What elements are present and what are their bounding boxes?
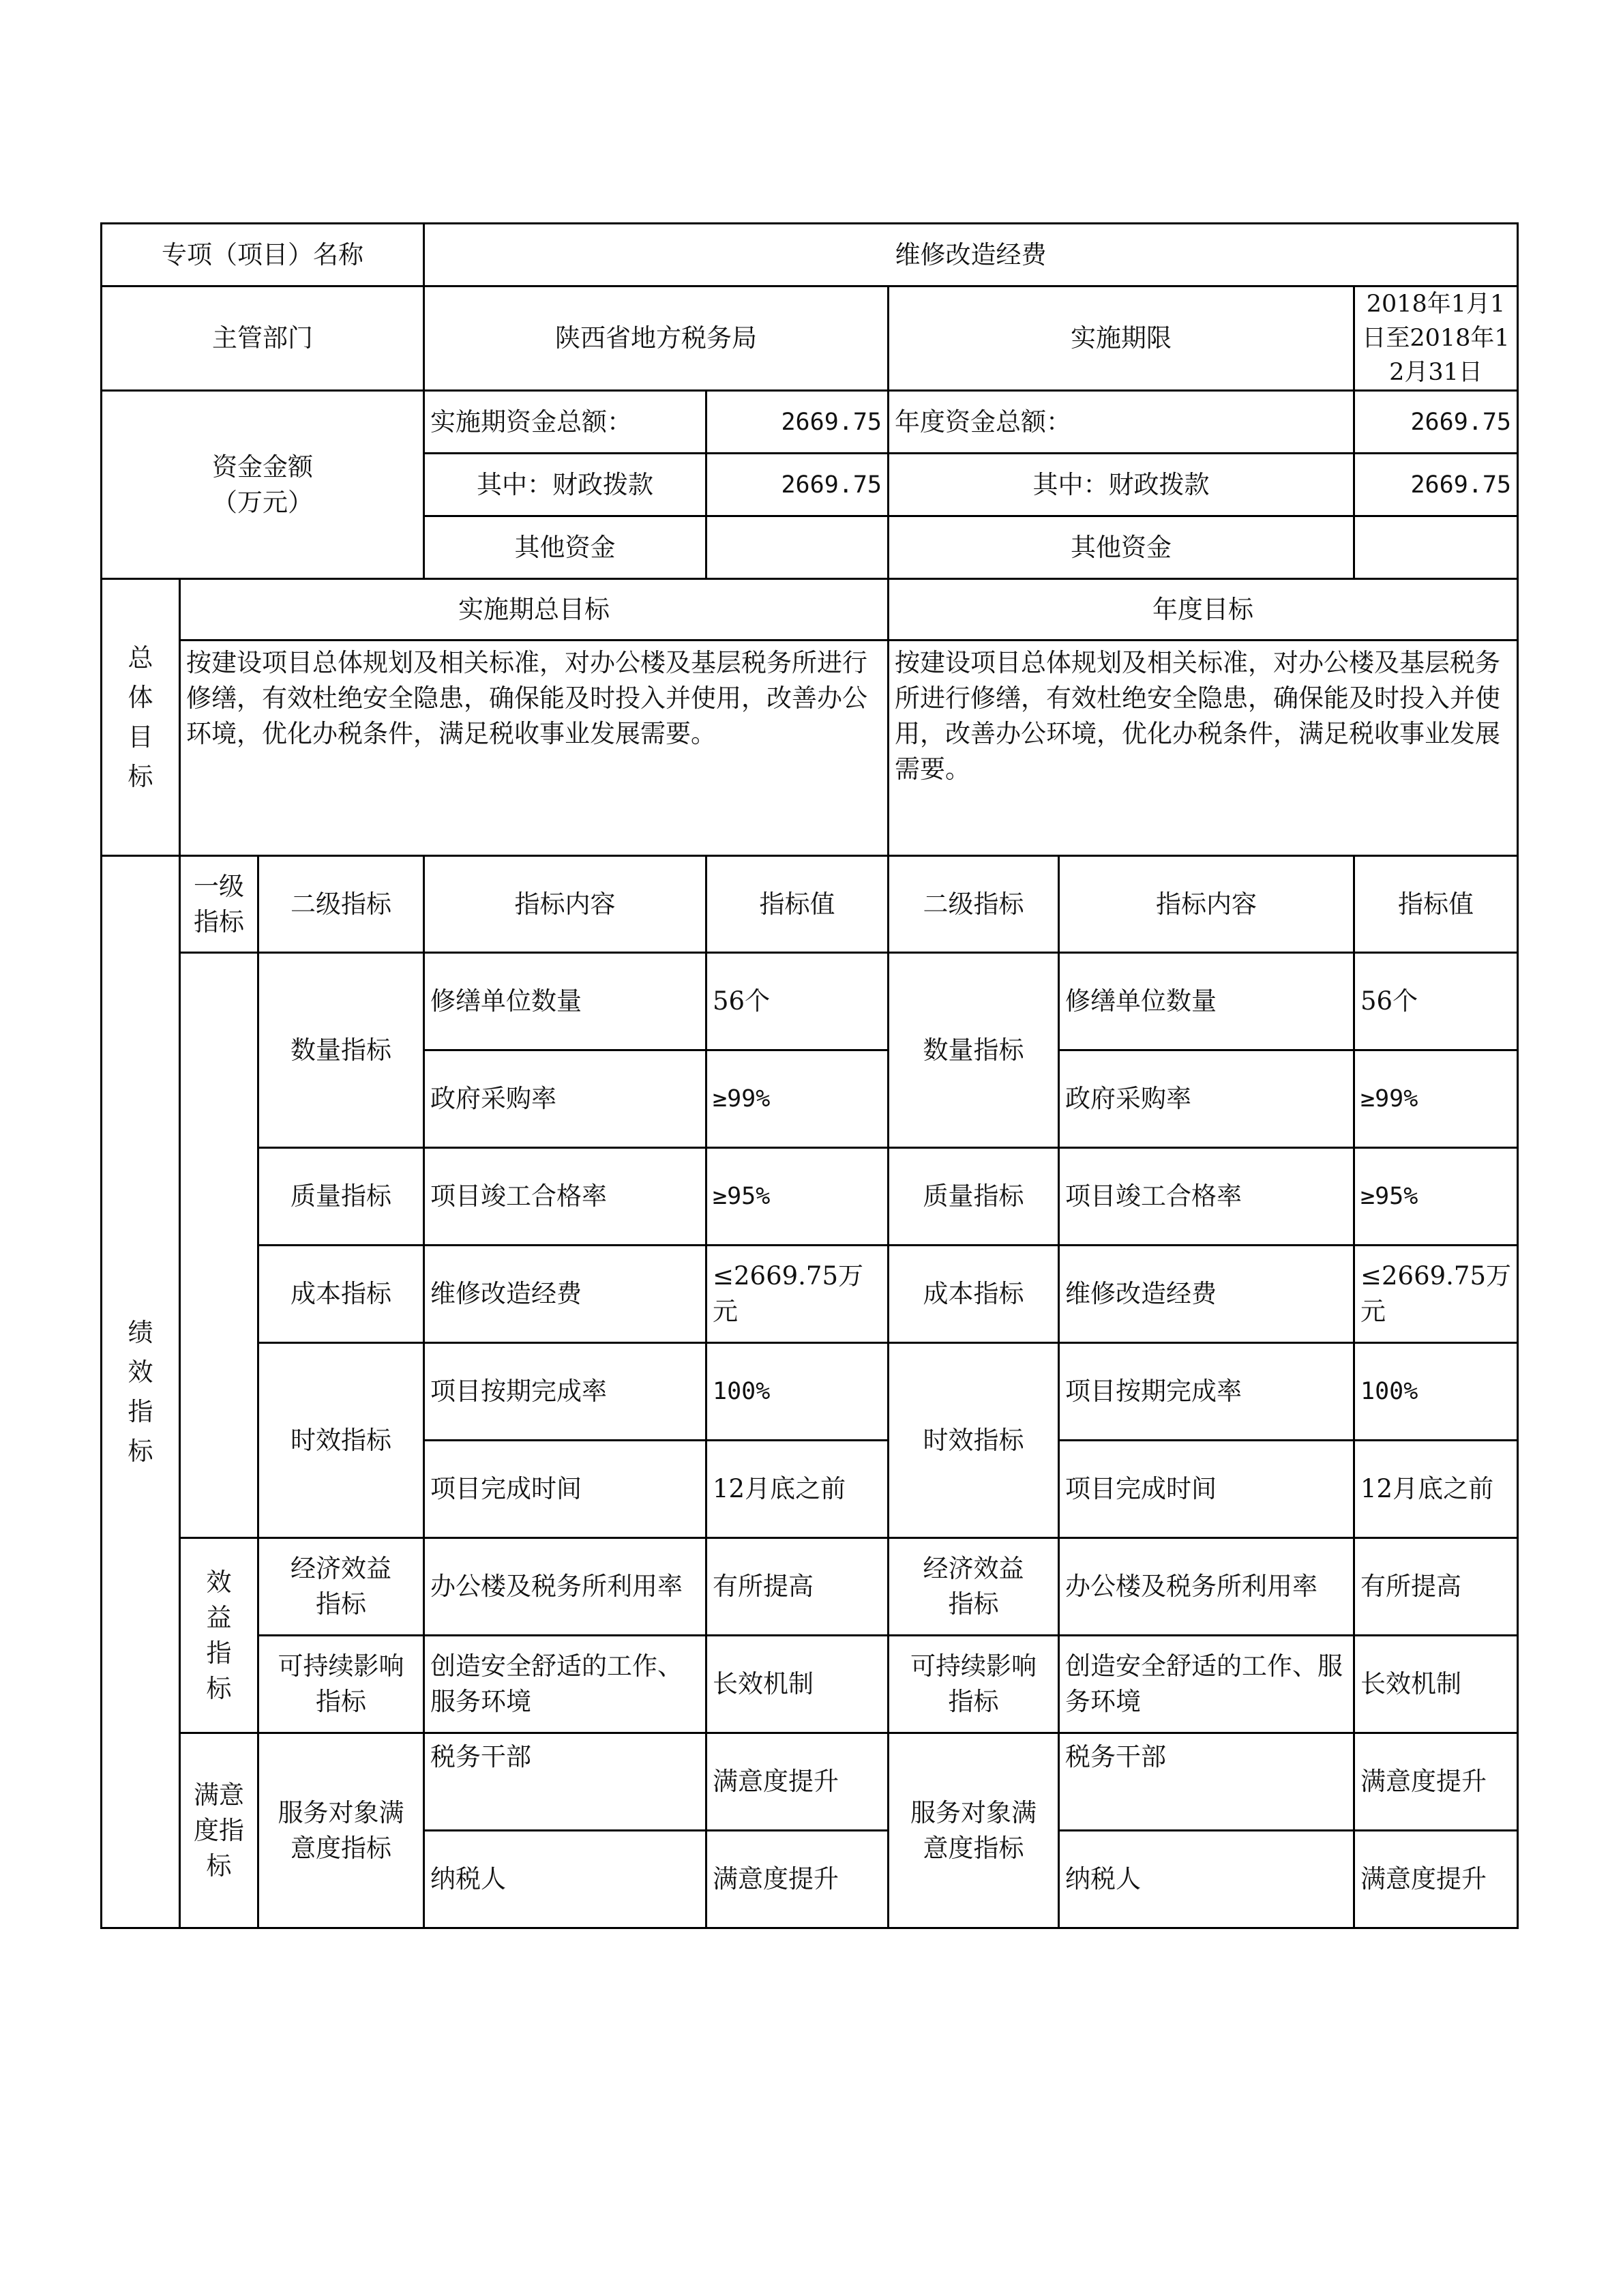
- annual-indicator-value: ≤2669.75万元: [1354, 1246, 1518, 1343]
- performance-target-table: [100, 222, 1519, 1929]
- annual-indicator-value: 有所提高: [1354, 1538, 1518, 1636]
- funds-other-label: 其他资金: [424, 516, 706, 579]
- indicator-value: ≥95%: [706, 1148, 889, 1246]
- indicator-content: 政府采购率: [424, 1050, 706, 1148]
- indicator-content: 创造安全舒适的工作、服务环境: [424, 1636, 706, 1733]
- header-annual-level2: 二级指标: [889, 856, 1059, 953]
- annual-indicator-level2: 可持续影响指标: [889, 1636, 1059, 1733]
- period-value: 2018年1月1日至2018年12月31日: [1354, 286, 1518, 391]
- indicator-value: ≤2669.75万元: [706, 1246, 889, 1343]
- indicator-value: 满意度提升: [706, 1831, 889, 1928]
- annual-indicator-value: 满意度提升: [1354, 1733, 1518, 1831]
- annual-indicator-level2: 数量指标: [889, 953, 1059, 1148]
- funds-fiscal-value: 2669.75: [706, 454, 889, 516]
- funds-total-value: 2669.75: [706, 391, 889, 454]
- funds-annual-other-value: [1354, 516, 1518, 579]
- indicator-content: 项目完成时间: [424, 1441, 706, 1538]
- indicator-level2: 成本指标: [258, 1246, 424, 1343]
- indicator-value: 56个: [706, 953, 889, 1050]
- indicator-content: 纳税人: [424, 1831, 706, 1928]
- funds-annual-total-label: 年度资金总额：: [889, 391, 1354, 454]
- indicator-content: 修缮单位数量: [424, 953, 706, 1050]
- annual-indicator-value: 长效机制: [1354, 1636, 1518, 1733]
- indicator-level2: 可持续影响指标: [258, 1636, 424, 1733]
- annual-indicator-level2: 质量指标: [889, 1148, 1059, 1246]
- funds-fiscal-label: 其中：财政拨款: [424, 454, 706, 516]
- indicator-level2: 服务对象满意度指标: [258, 1733, 424, 1928]
- header-level2: 二级指标: [258, 856, 424, 953]
- annual-indicator-content: 项目竣工合格率: [1059, 1148, 1354, 1246]
- annual-indicator-content: 税务干部: [1059, 1733, 1354, 1831]
- indicator-content: 项目按期完成率: [424, 1343, 706, 1441]
- annual-indicator-value: 56个: [1354, 953, 1518, 1050]
- annual-indicator-content: 办公楼及税务所利用率: [1059, 1538, 1354, 1636]
- annual-goal-text: 按建设项目总体规划及相关标准，对办公楼及基层税务所进行修缮，有效杜绝安全隐患，确保能及时投入并使用，改善办公环境，优化办税条件，满足税收事业发展需要。: [889, 641, 1518, 856]
- indicator-value: 有所提高: [706, 1538, 889, 1636]
- indicator-content: 维修改造经费: [424, 1246, 706, 1343]
- indicator-value: 12月底之前: [706, 1441, 889, 1538]
- funds-annual-fiscal-label: 其中：财政拨款: [889, 454, 1354, 516]
- indicator-level2: 经济效益指标: [258, 1538, 424, 1636]
- funds-other-value: [706, 516, 889, 579]
- period-goal-header: 实施期总目标: [180, 579, 889, 641]
- performance-indicator-label: 绩效指标: [102, 856, 180, 1928]
- annual-indicator-level2: 成本指标: [889, 1246, 1059, 1343]
- period-goal-text: 按建设项目总体规划及相关标准，对办公楼及基层税务所进行修缮，有效杜绝安全隐患，确保能及时投入并使用，改善办公环境，优化办税条件，满足税收事业发展需要。: [180, 641, 889, 856]
- annual-goal-header: 年度目标: [889, 579, 1518, 641]
- annual-indicator-value: 满意度提升: [1354, 1831, 1518, 1928]
- annual-indicator-level2: 时效指标: [889, 1343, 1059, 1538]
- benefit-group-label: 效益指标: [180, 1538, 258, 1733]
- department-value: 陕西省地方税务局: [424, 286, 889, 391]
- indicator-level2: 数量指标: [258, 953, 424, 1148]
- annual-indicator-content: 项目按期完成率: [1059, 1343, 1354, 1441]
- funds-annual-fiscal-value: 2669.75: [1354, 454, 1518, 516]
- funds-total-label: 实施期资金总额：: [424, 391, 706, 454]
- project-name-label: 专项（项目）名称: [102, 224, 424, 286]
- header-annual-value: 指标值: [1354, 856, 1518, 953]
- annual-indicator-value: 100%: [1354, 1343, 1518, 1441]
- annual-indicator-content: 修缮单位数量: [1059, 953, 1354, 1050]
- indicator-value: ≥99%: [706, 1050, 889, 1148]
- annual-indicator-level2: 服务对象满意度指标: [889, 1733, 1059, 1928]
- annual-indicator-value: ≥95%: [1354, 1148, 1518, 1246]
- period-label: 实施期限: [889, 286, 1354, 391]
- annual-indicator-content: 纳税人: [1059, 1831, 1354, 1928]
- indicator-level2: 时效指标: [258, 1343, 424, 1538]
- header-annual-content: 指标内容: [1059, 856, 1354, 953]
- output-group-label: [180, 953, 258, 1538]
- indicator-value: 100%: [706, 1343, 889, 1441]
- indicator-level2: 质量指标: [258, 1148, 424, 1246]
- indicator-value: 长效机制: [706, 1636, 889, 1733]
- header-value: 指标值: [706, 856, 889, 953]
- indicator-content: 办公楼及税务所利用率: [424, 1538, 706, 1636]
- header-content: 指标内容: [424, 856, 706, 953]
- indicator-content: 税务干部: [424, 1733, 706, 1831]
- overall-goal-label: 总体目标: [102, 579, 180, 856]
- annual-indicator-value: ≥99%: [1354, 1050, 1518, 1148]
- annual-indicator-level2: 经济效益指标: [889, 1538, 1059, 1636]
- department-label: 主管部门: [102, 286, 424, 391]
- funds-label: 资金金额（万元）: [102, 391, 424, 579]
- satisfaction-group-label: 满意度指标: [180, 1733, 258, 1928]
- annual-indicator-content: 项目完成时间: [1059, 1441, 1354, 1538]
- annual-indicator-content: 维修改造经费: [1059, 1246, 1354, 1343]
- annual-indicator-content: 政府采购率: [1059, 1050, 1354, 1148]
- indicator-content: 项目竣工合格率: [424, 1148, 706, 1246]
- project-name-value: 维修改造经费: [424, 224, 1518, 286]
- funds-annual-other-label: 其他资金: [889, 516, 1354, 579]
- header-level1: 一级指标: [180, 856, 258, 953]
- indicator-value: 满意度提升: [706, 1733, 889, 1831]
- funds-annual-total-value: 2669.75: [1354, 391, 1518, 454]
- annual-indicator-value: 12月底之前: [1354, 1441, 1518, 1538]
- annual-indicator-content: 创造安全舒适的工作、服务环境: [1059, 1636, 1354, 1733]
